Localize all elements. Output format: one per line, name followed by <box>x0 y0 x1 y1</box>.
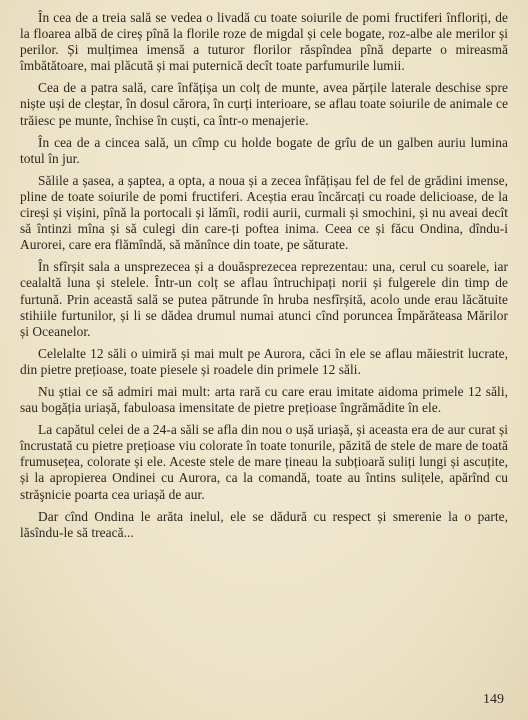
paragraph-5: În sfîrșit sala a unsprezecea și a douăsprezecea reprezentau: una, cerul cu soarele, iar cealaltă luna și stelele. Într-un colț se aflau întruchipați norii și fulgerele din timp de furtună. Prin această sală se putea pătrunde în hruba nesfîrșită, acolo unde erau lăcătuite stihiile furtunilor, și li se dădea drumul numai atunci cînd poruncea Împărăteasa Mărilor și Oceanelor. <box>20 259 508 339</box>
paragraph-2: Cea de a patra sală, care înfățișa un colț de munte, avea părțile laterale deschise spre niște uși de cleștar, în dosul cărora, în curți interioare, se aflau toate soiurile de animale ce trăiesc pe munte, închise în cuști, ca într-o menajerie. <box>20 80 508 128</box>
paragraph-3: În cea de a cincea sală, un cîmp cu holde bogate de grîu de un galben auriu lumina totul în jur. <box>20 134 508 166</box>
paragraph-4: Sălile a șasea, a șaptea, a opta, a noua și a zecea înfățișau fel de fel de grădini imense, pline de toate soiurile de pomi fructiferi. Aceștia erau încărcați cu roade delicioase, de la cireși și vișini, pînă la portocali și lămîi, rodii aurii, curmali și smochini, și nu aveai decît să întinzi mîna și să culegi din care-ți poftea inima. Ceea ce și făcu Ondina, dîndu-i Aurorei, care era flămîndă, să mănînce din toate, pe săturate. <box>20 172 508 253</box>
book-page <box>20 10 508 710</box>
paragraph-1: În cea de a treia sală se vedea o livadă cu toate soiurile de pomi fructiferi înfloriți, de la floarea albă de cireș pînă la florile roze de migdal și cele bogate, roz-albe ale merilor și perilor. Și mulțimea imensă a tuturor florilor răspîndea pînă departe o mireasmă îmbătătoare, mai plăcută și mai puternică decît toate parfumurile lumii. <box>20 10 508 74</box>
paragraph-7: Nu știai ce să admiri mai mult: arta rară cu care erau imitate aidoma primele 12 săli, sau bogăția uriașă, fabuloasa imensitate de pietre prețioase îngrămădite în ele. <box>20 383 508 416</box>
page-number: 149 <box>483 692 504 707</box>
paragraph-8: La capătul celei de a 24-a săli se afla din nou o ușă uriașă, și aceasta era de aur curat și încrustată cu pietre prețioase viu colorate în toate tonurile, păzită de stele de mare de toată frumusețea, colorate și ele. Aceste stele de mare țineau la subțioară suliți lungi și ascuțite, și la apropierea Ondinei cu Aurora, ca la comandă, toate au întins sulițele, apărînd cu străşnicie poarta cea uriașă de aur. <box>20 422 508 502</box>
paragraph-6: Celelalte 12 săli o uimiră și mai mult pe Aurora, căci în ele se aflau măiestrit lucrate, din pietre prețioase, toate piesele și roadele din primele 12 săli. <box>20 345 508 377</box>
paragraph-9: Dar cînd Ondina le arăta inelul, ele se dădură cu respect și smerenie la o parte, lăsîndu-le să treacă... <box>20 508 508 540</box>
